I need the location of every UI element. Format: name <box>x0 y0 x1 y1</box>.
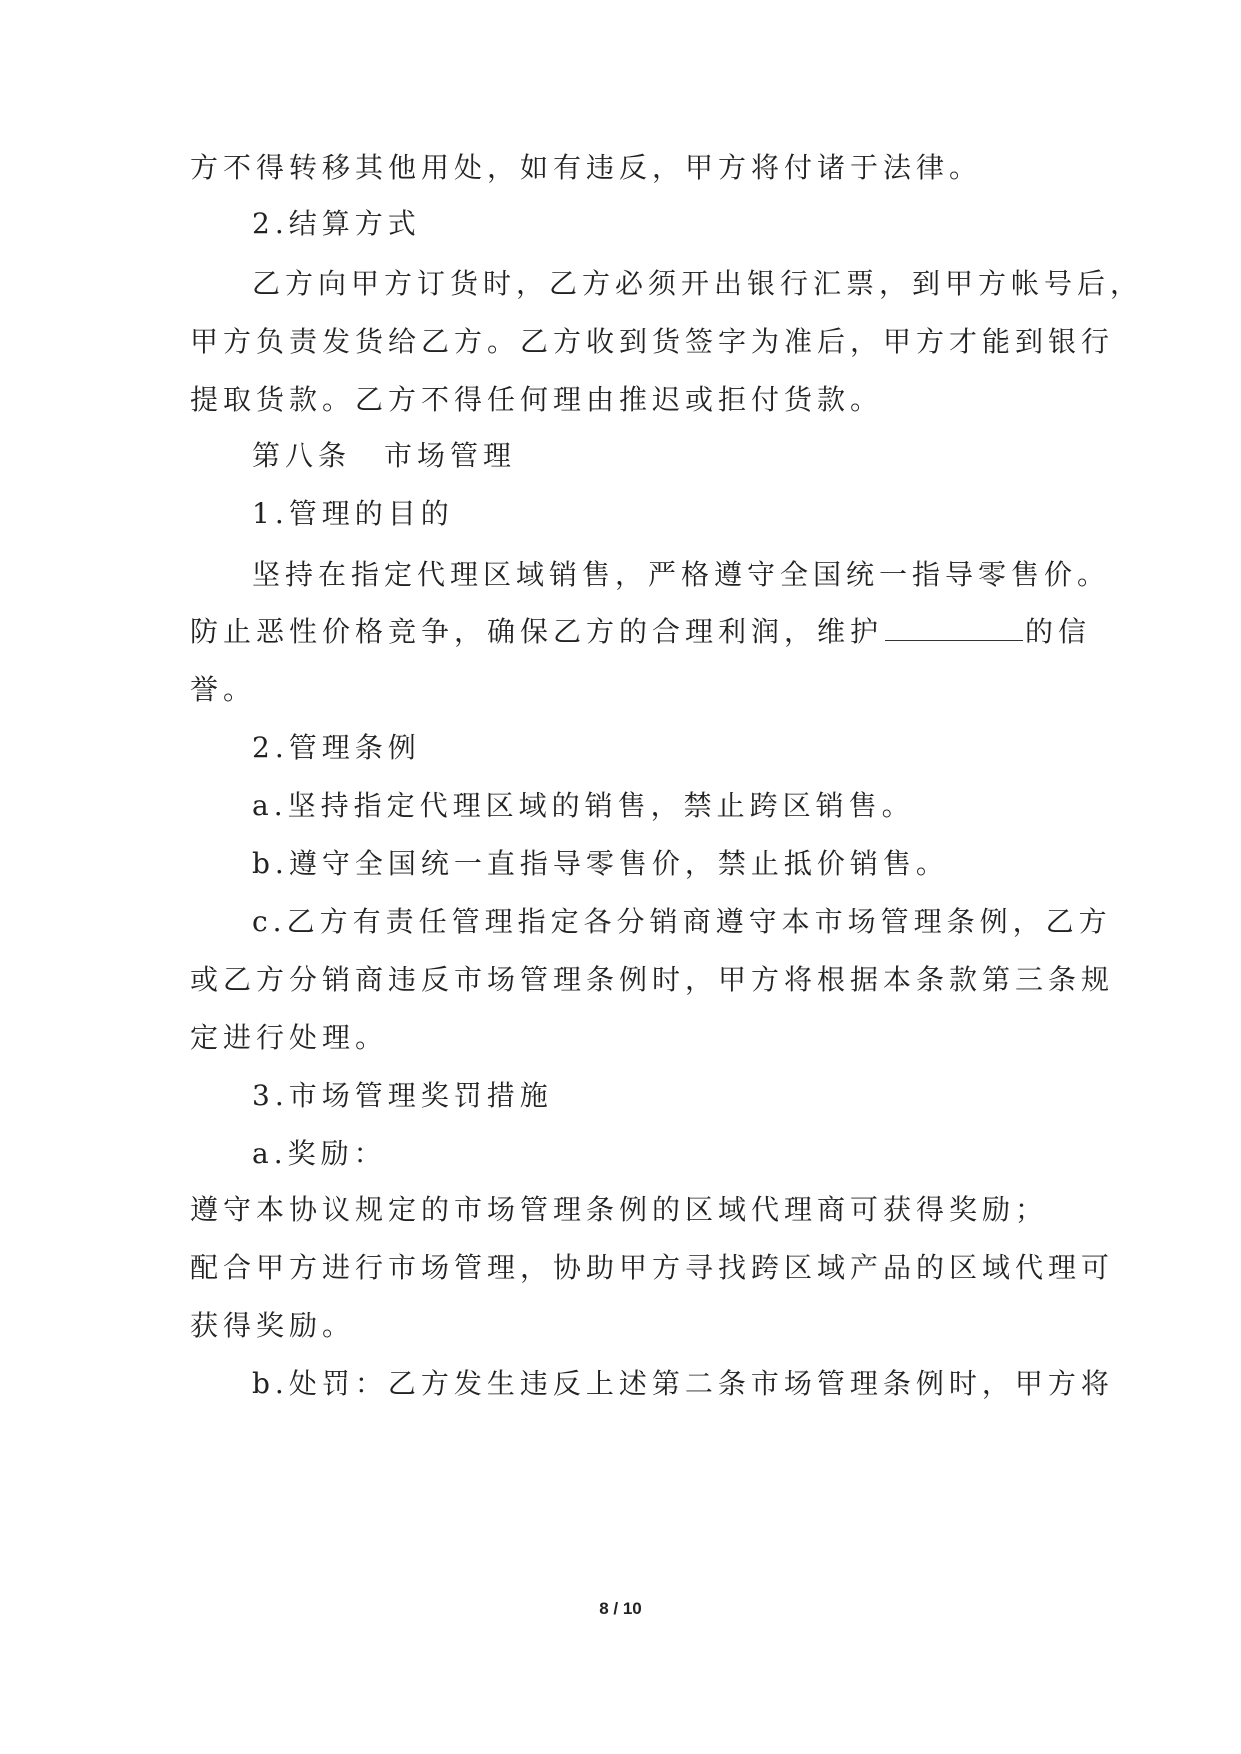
text-line: 遵守本协议规定的市场管理条例的区域代理商可获得奖励； <box>190 1193 1049 1226</box>
section-heading: 2.结算方式 <box>252 207 421 240</box>
text-line-with-blank <box>190 612 1091 652</box>
list-item: a.坚持指定代理区域的销售，禁止跨区销售。 <box>252 789 915 822</box>
section-heading: 3.市场管理奖罚措施 <box>252 1079 553 1112</box>
list-item: a.奖励： <box>252 1137 387 1170</box>
page-number: 8 / 10 <box>599 1599 642 1618</box>
fill-in-blank <box>885 612 1023 641</box>
text-line: 配合甲方进行市场管理，协助甲方寻找跨区域产品的区域代理可 <box>190 1251 1115 1284</box>
text-line: 甲方负责发货给乙方。乙方收到货签字为准后，甲方才能到银行 <box>190 325 1115 358</box>
section-heading: 2.管理条例 <box>252 731 421 764</box>
text-line: 方不得转移其他用处，如有违反，甲方将付诸于法律。 <box>190 151 983 184</box>
text-line: 坚持在指定代理区域销售，严格遵守全国统一指导零售价。 <box>252 558 1111 591</box>
text-line: 乙方向甲方订货时，乙方必须开出银行汇票，到甲方帐号后， <box>252 267 1144 300</box>
text-segment: 防止恶性价格竞争，确保乙方的合理利润，维护 <box>190 615 884 648</box>
section-heading: 1.管理的目的 <box>252 497 454 530</box>
text-line: 获得奖励。 <box>190 1309 356 1342</box>
list-item: b.遵守全国统一直指导零售价，禁止抵价销售。 <box>252 847 949 880</box>
text-line: 提取货款。乙方不得任何理由推迟或拒付货款。 <box>190 383 884 416</box>
list-item: b.处罚：乙方发生违反上述第二条市场管理条例时，甲方将 <box>252 1367 1114 1400</box>
text-line: 或乙方分销商违反市场管理条例时，甲方将根据本条款第三条规 <box>190 963 1115 996</box>
list-item: c.乙方有责任管理指定各分销商遵守本市场管理条例，乙方 <box>252 905 1112 938</box>
text-line: 定进行处理。 <box>190 1021 389 1054</box>
article-heading: 第八条 市场管理 <box>252 439 517 472</box>
text-line: 誉。 <box>190 673 257 706</box>
text-segment: 的信 <box>1025 615 1092 648</box>
